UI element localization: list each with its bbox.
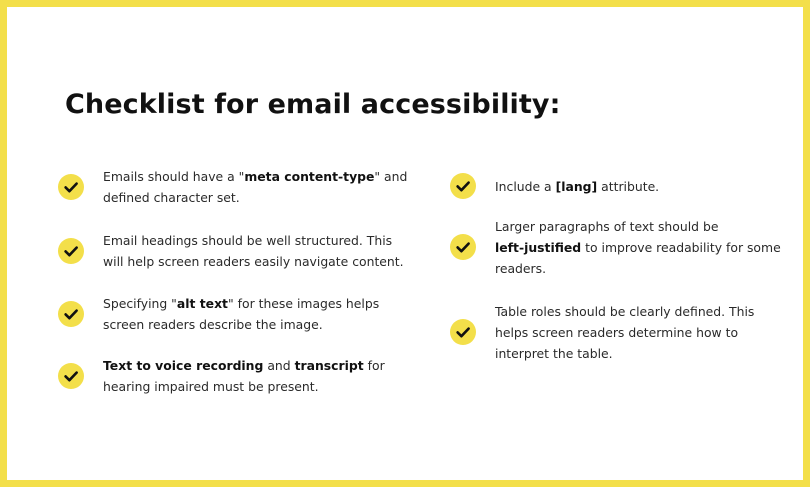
body-text: Table roles should be clearly defined. This — [495, 303, 755, 319]
body-text: for — [363, 358, 385, 373]
checklist-item-line — [495, 216, 781, 237]
checklist-item-line — [103, 187, 407, 208]
body-text: helps screen readers determine how to — [495, 324, 739, 340]
body-text: hearing impaired must be present. — [103, 379, 319, 394]
checklist-item-text — [103, 166, 407, 208]
body-text: Email headings should be well structured. This — [103, 233, 393, 248]
checklist-item-line — [103, 314, 379, 335]
checklist-item-line — [103, 376, 385, 397]
checklist-item-line — [495, 343, 754, 364]
checklist-item-line — [103, 355, 385, 376]
check-circle-icon — [58, 174, 84, 200]
body-text: screen readers describe the image. — [103, 317, 323, 332]
body-text: " and — [374, 169, 408, 184]
checklist-item-line — [495, 258, 781, 279]
check-circle-icon — [58, 238, 84, 264]
body-text: Larger paragraphs of text should be — [495, 218, 719, 234]
body-text: readers. — [495, 260, 547, 276]
checklist-item-line — [495, 322, 754, 343]
checklist-item-line — [103, 251, 404, 272]
checklist-item-text — [103, 355, 385, 397]
body-text: Include a — [495, 178, 556, 194]
check-circle-icon — [58, 301, 84, 327]
emphasis-text: alt text — [176, 296, 228, 311]
emphasis-text: meta content-type — [244, 169, 375, 184]
check-circle-icon — [450, 173, 476, 199]
emphasis-text: Text to voice recording — [103, 358, 264, 373]
checklist-item-text — [495, 176, 659, 197]
checklist-item-line — [495, 176, 659, 197]
check-circle-icon — [450, 319, 476, 345]
body-text: " for these images helps — [227, 296, 380, 311]
checklist-item-line — [103, 230, 404, 251]
checklist-item-text — [103, 230, 404, 272]
checklist-item-line — [495, 237, 781, 258]
body-text: will help screen readers easily navigate content. — [103, 254, 404, 269]
body-text: defined character set. — [103, 190, 240, 205]
check-circle-icon — [450, 234, 476, 260]
emphasis-text: transcript — [294, 358, 364, 373]
checklist-item-line — [103, 166, 407, 187]
checklist-item-text — [495, 216, 781, 279]
check-circle-icon — [58, 363, 84, 389]
checklist-item-text — [495, 301, 754, 364]
emphasis-text: [lang] — [555, 178, 598, 194]
page-title: Checklist for email accessibility: — [65, 89, 561, 120]
checklist-item-line — [495, 301, 754, 322]
body-text: interpret the table. — [495, 345, 613, 361]
body-text: Emails should have a " — [103, 169, 245, 184]
checklist-item-line — [103, 293, 379, 314]
body-text: to improve readability for some — [581, 239, 781, 255]
body-text: attribute. — [597, 178, 660, 194]
checklist-item-text — [103, 293, 379, 335]
emphasis-text: left-justified — [495, 239, 582, 255]
body-text: and — [263, 358, 295, 373]
body-text: Specifying " — [103, 296, 177, 311]
